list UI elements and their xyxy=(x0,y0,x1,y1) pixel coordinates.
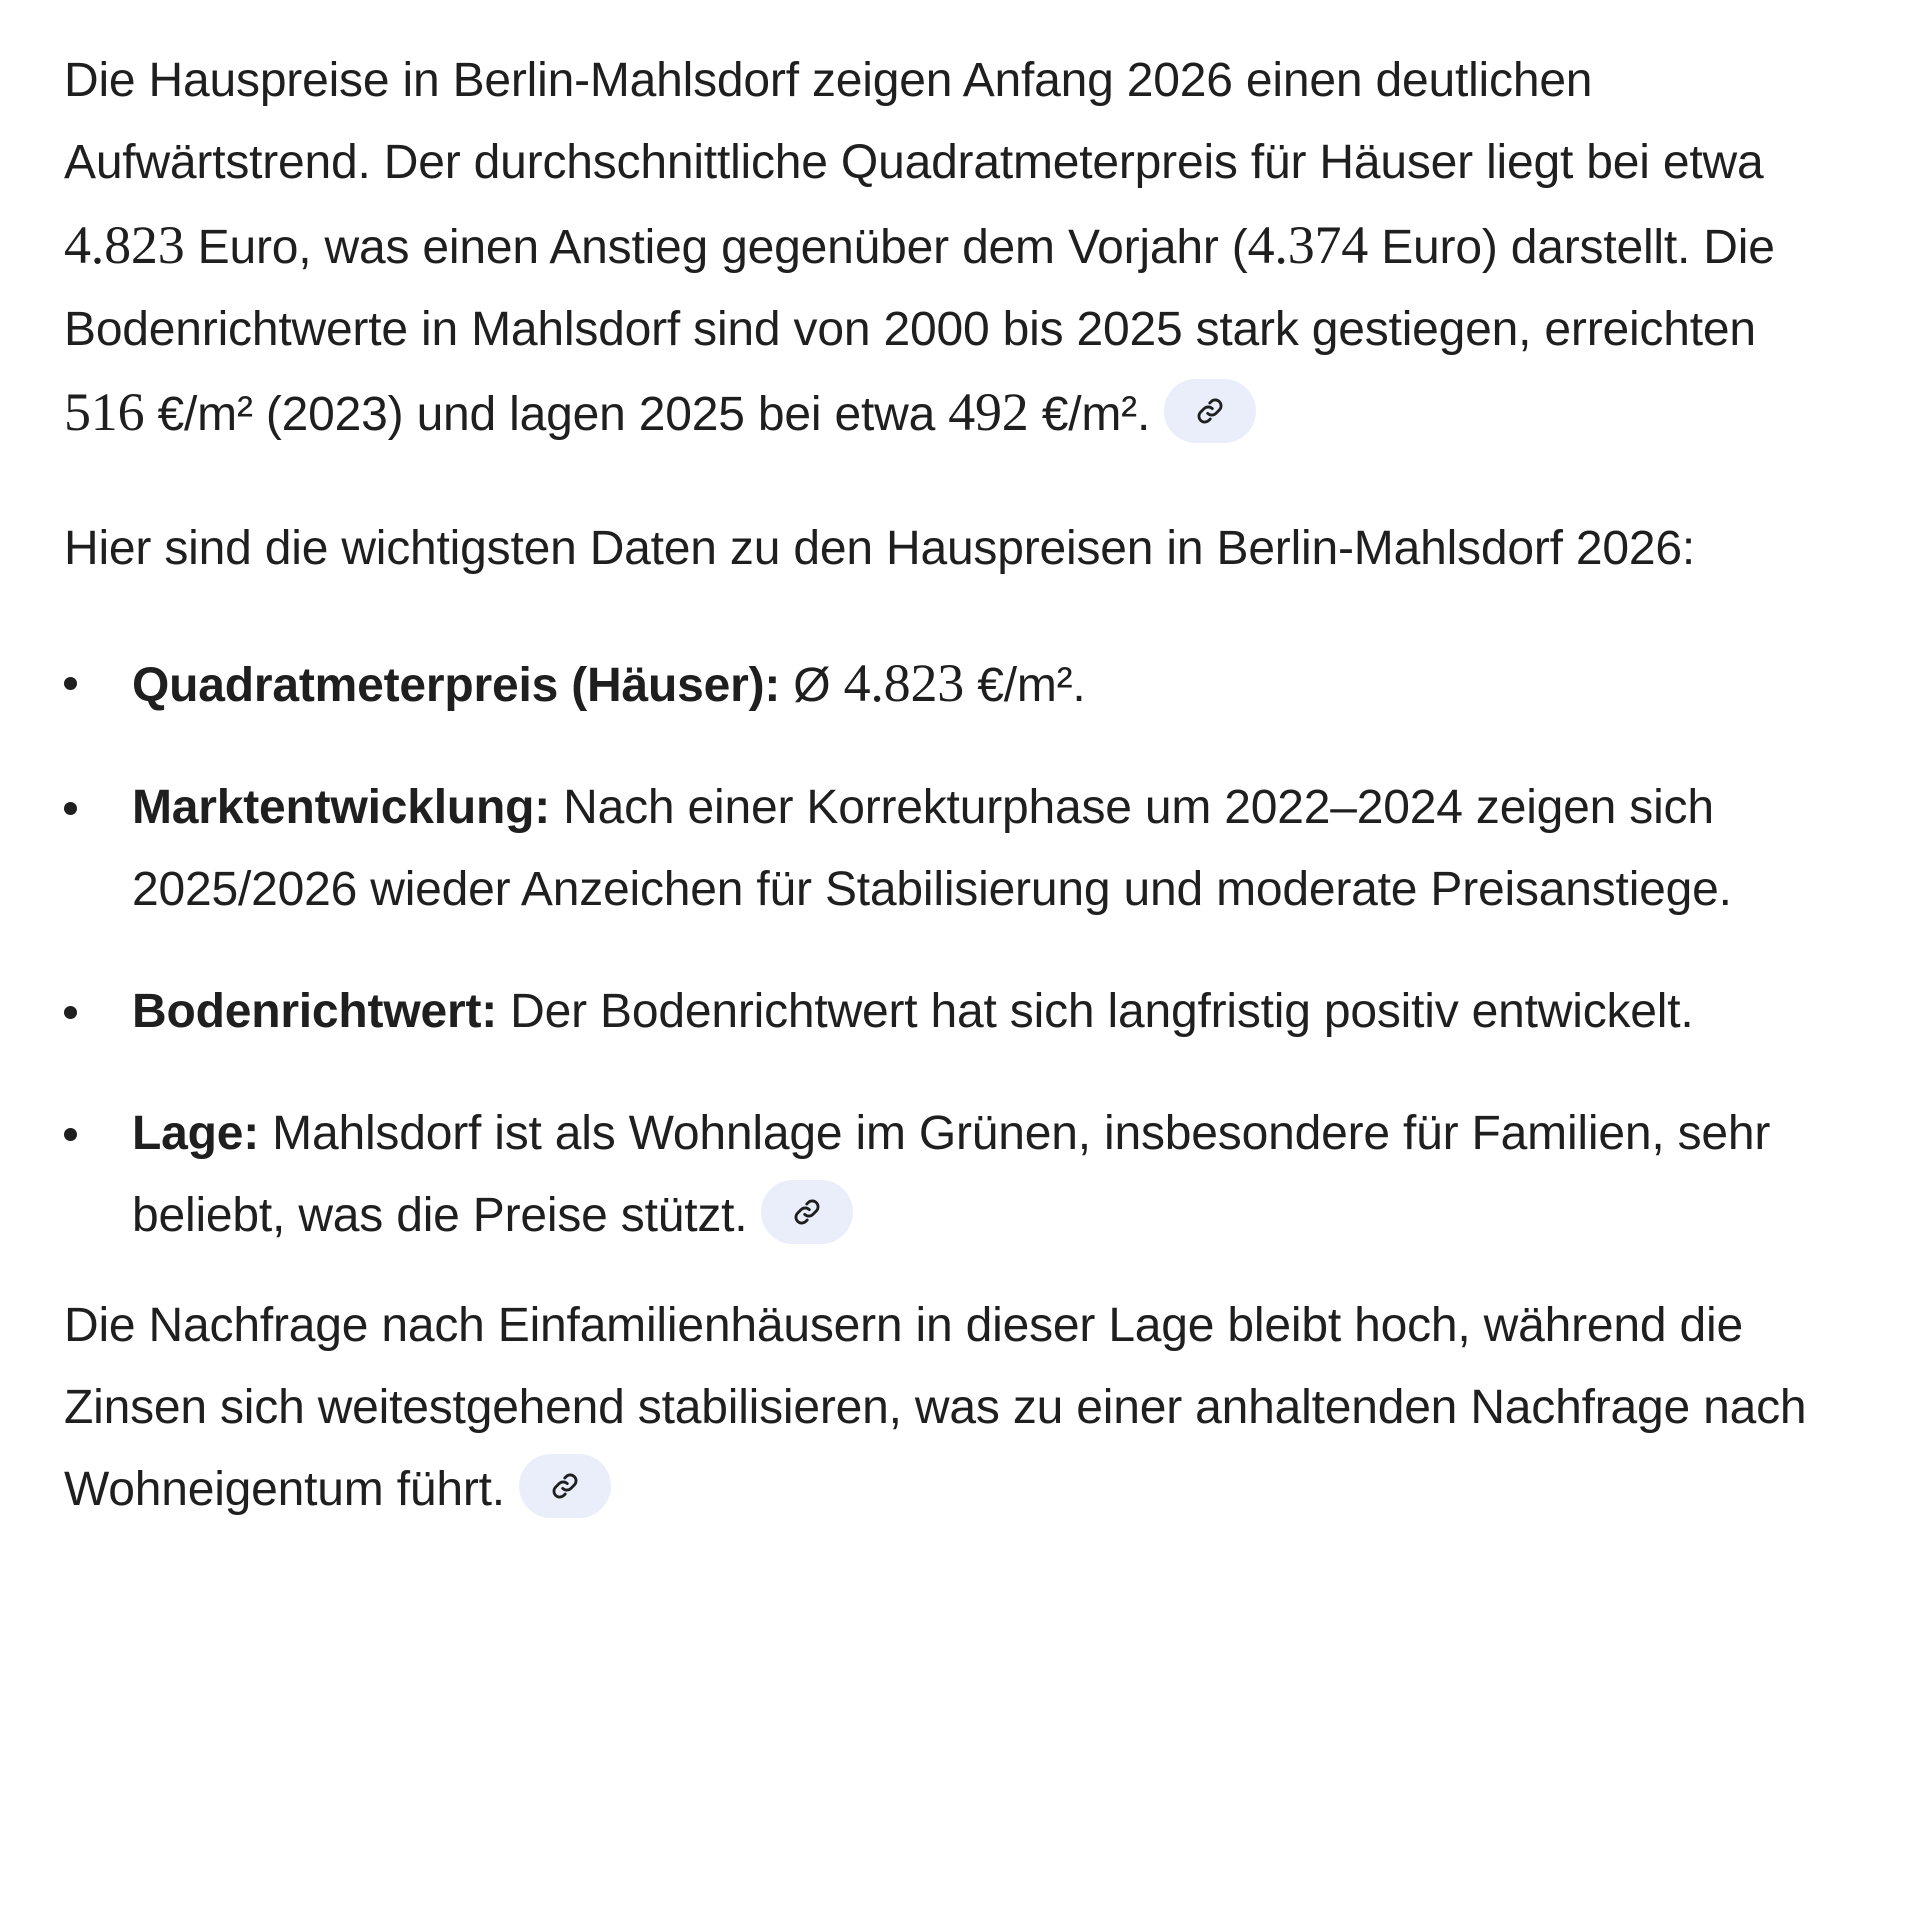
price-per-sqm-value: 4.823 xyxy=(64,215,185,275)
link-icon xyxy=(1196,397,1224,425)
bullet-dot xyxy=(64,1128,77,1141)
summary-intro-paragraph: Hier sind die wichtigsten Daten zu den Hauspreisen in Berlin-Mahlsdorf 2026: xyxy=(64,522,1696,575)
list-item-label: Bodenrichtwert: xyxy=(132,985,498,1038)
link-icon xyxy=(551,1472,579,1500)
bullet-dot xyxy=(64,677,77,690)
closing-paragraph: Die Nachfrage nach Einfamilienhäusern in dieser Lage bleibt hoch, während die Zinsen sich weitestgehend stabilisieren, was zu einer anhaltenden Nachfrage nach Wohneigentum führt. xyxy=(64,1285,1844,1531)
list-item-label: Marktentwicklung: xyxy=(132,781,550,834)
link-icon xyxy=(793,1198,821,1226)
land-value-2023: 516 xyxy=(64,382,145,442)
list-item: Quadratmeterpreis (Häuser): Ø 4.823 €/m². xyxy=(64,642,1844,727)
bullet-dot xyxy=(64,1006,77,1019)
bullet-dot xyxy=(64,802,77,815)
source-link-button[interactable] xyxy=(1164,379,1256,443)
list-item-text: Nach einer Korrekturphase um 2022–2024 zeigen sich 2025/2026 wieder Anzeichen für Stabilisierung und moderate Preisanstiege. xyxy=(132,781,1732,916)
price-value: 4.823 xyxy=(843,653,965,713)
source-link-button[interactable] xyxy=(519,1454,611,1518)
list-item xyxy=(64,767,1844,931)
list-item-label: Lage: xyxy=(132,1107,260,1160)
intro-paragraph: Die Hauspreise in Berlin-Mahlsdorf zeigen Anfang 2026 einen deutlichen Aufwärtstrend. Der durchschnittliche Quadratmeterpreis für Häuser liegt bei etwa 4.823 Euro, was einen Anstieg gegenüber dem Vorjahr (4.374 Euro) darstellt. Die Bodenrichtwerte in Mahlsdorf sind von 2000 bis 2025 stark gestiegen, erreichten 516 €/m² (2023) und lagen 2025 bei etwa 492 €/m². xyxy=(64,54,1775,442)
list-item-label: Quadratmeterpreis (Häuser): xyxy=(132,659,781,712)
land-value-2025: 492 xyxy=(948,382,1029,442)
source-link-button[interactable] xyxy=(761,1180,853,1244)
list-item-text: Mahlsdorf ist als Wohnlage im Grünen, insbesondere für Familien, sehr beliebt, was die Preise stützt. xyxy=(132,1107,1771,1242)
response-content xyxy=(64,40,1844,1531)
previous-year-price-value: 4.374 xyxy=(1247,215,1369,275)
list-item-text: Der Bodenrichtwert hat sich langfristig positiv entwickelt. xyxy=(497,985,1694,1038)
list-item xyxy=(64,1093,1844,1257)
list-item xyxy=(64,971,1844,1053)
key-data-list xyxy=(64,642,1844,1257)
